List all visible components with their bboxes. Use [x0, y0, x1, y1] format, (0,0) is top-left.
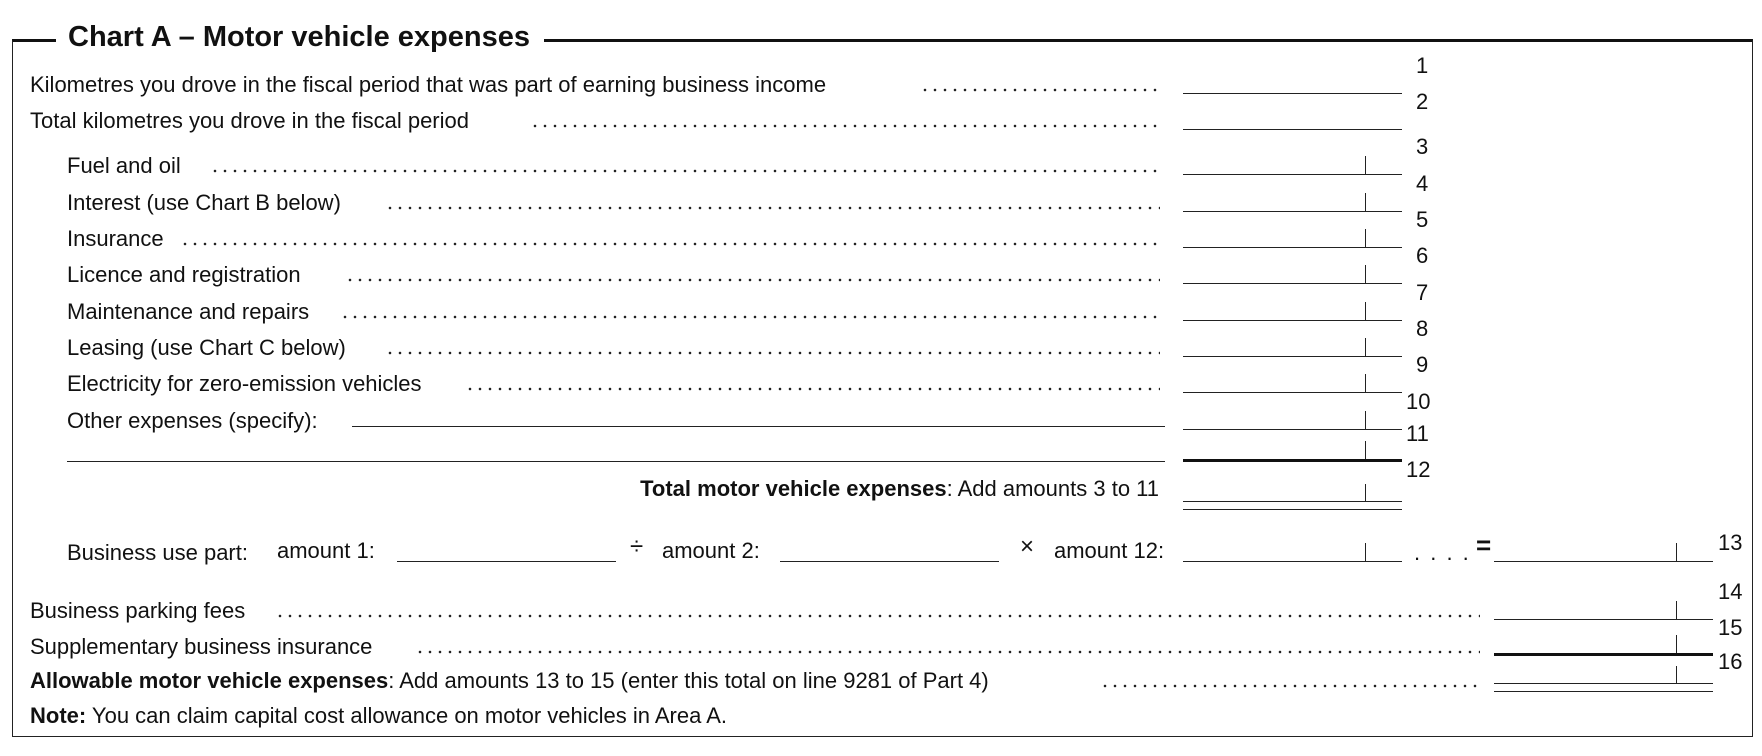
other-expenses-specify-input[interactable] [352, 426, 1165, 427]
leader-dots [385, 206, 1160, 210]
cents-divider [1365, 441, 1366, 459]
cents-divider [1365, 193, 1366, 211]
line-15-number: 15 [1718, 615, 1743, 640]
line-5-number: 5 [1416, 207, 1429, 232]
amount-2-input[interactable] [780, 530, 999, 562]
other-expenses-specify-input-2[interactable] [67, 461, 1165, 462]
line-9-input[interactable] [1183, 361, 1402, 393]
line-16-label-bold: Allowable motor vehicle expenses [30, 668, 389, 693]
cents-divider [1676, 635, 1677, 653]
line-1-label: Kilometres you drove in the fiscal period that was part of earning business income [30, 72, 830, 98]
line-11-number: 11 [1406, 421, 1429, 446]
line-2-input[interactable] [1183, 98, 1402, 130]
line-5-label: Insurance [67, 226, 168, 252]
line-12-input[interactable] [1183, 474, 1402, 510]
line-10-row [0, 389, 1762, 434]
line-16-input[interactable] [1494, 656, 1713, 692]
line-15-row [0, 615, 1762, 660]
line-8-row [0, 316, 1762, 361]
equals-sign: = [1476, 530, 1492, 560]
chart-title: Chart A – Motor vehicle expenses [56, 18, 544, 56]
line-2-label: Total kilometres you drove in the fiscal period [30, 108, 473, 134]
line-2-row [0, 89, 1762, 134]
cents-divider [1365, 265, 1366, 283]
leader-dots [1100, 684, 1480, 688]
cents-divider [1365, 229, 1366, 247]
note-text: You can claim capital cost allowance on motor vehicles in Area A. [86, 703, 728, 728]
note-label: Note: [30, 703, 87, 728]
line-5-row [0, 207, 1762, 252]
line-7-number: 7 [1416, 280, 1429, 305]
amount-1-label: amount 1: [277, 538, 379, 564]
line-12-row [0, 457, 1762, 502]
line-8-number: 8 [1416, 316, 1429, 341]
amount-2-label: amount 2: [662, 538, 764, 564]
line-15-input[interactable] [1494, 624, 1713, 656]
line-5-input[interactable] [1183, 216, 1402, 248]
line-8-label: Leasing (use Chart C below) [67, 335, 350, 361]
line-10-number: 10 [1406, 389, 1431, 414]
line-6-number: 6 [1416, 243, 1429, 268]
leader-dots [385, 351, 1160, 355]
line-7-label: Maintenance and repairs [67, 299, 313, 325]
line-3-row [0, 134, 1762, 179]
leader-dots: . . . . [1414, 540, 1471, 565]
line-16-number: 16 [1718, 649, 1743, 674]
line-12-label-bold: Total motor vehicle expenses [640, 476, 947, 501]
cents-divider [1365, 338, 1366, 356]
line-3-number: 3 [1416, 134, 1429, 159]
leader-dots [920, 88, 1160, 92]
multiply-sign: × [1020, 533, 1035, 560]
amount-12-input[interactable] [1183, 530, 1402, 562]
cents-divider [1676, 601, 1677, 619]
line-13-label: Business use part: [67, 540, 252, 566]
line-14-number: 14 [1718, 579, 1743, 604]
amount-12-label: amount 12: [1054, 538, 1168, 564]
line-10-input[interactable] [1183, 398, 1402, 430]
amount-1-input[interactable] [397, 530, 616, 562]
line-14-input[interactable] [1494, 588, 1713, 620]
cents-divider [1365, 543, 1366, 561]
leader-dots [210, 169, 1160, 173]
line-1-row [0, 53, 1762, 98]
line-6-input[interactable] [1183, 252, 1402, 284]
line-4-row [0, 171, 1762, 216]
line-9-row [0, 352, 1762, 397]
line-13-row [0, 530, 1762, 566]
line-1-input[interactable] [1183, 62, 1402, 94]
leader-dots [340, 315, 1160, 319]
note-row [0, 693, 1762, 729]
line-8-input[interactable] [1183, 325, 1402, 357]
cents-divider [1365, 374, 1366, 392]
cents-divider [1365, 411, 1366, 429]
cents-divider [1676, 666, 1677, 684]
leader-dots [530, 124, 1160, 128]
leader-dots [415, 650, 1480, 654]
line-6-row [0, 243, 1762, 288]
divide-sign: ÷ [630, 533, 644, 560]
line-2-number: 2 [1416, 89, 1429, 114]
line-11-input[interactable] [1183, 430, 1402, 462]
line-12-label: : Add amounts 3 to 11 [946, 476, 1159, 501]
line-4-input[interactable] [1183, 180, 1402, 212]
cents-divider [1365, 156, 1366, 174]
leader-dots [345, 278, 1160, 282]
line-7-row [0, 280, 1762, 325]
line-13-input[interactable] [1494, 530, 1713, 562]
line-16-label: : Add amounts 13 to 15 (enter this total on line 9281 of Part 4) [388, 668, 989, 693]
line-9-number: 9 [1416, 352, 1429, 377]
line-3-input[interactable] [1183, 143, 1402, 175]
line-10-label: Other expenses (specify): [67, 408, 322, 434]
leader-dots [465, 387, 1160, 391]
cents-divider [1365, 302, 1366, 320]
line-4-number: 4 [1416, 171, 1429, 196]
leader-dots [180, 242, 1160, 246]
line-7-input[interactable] [1183, 289, 1402, 321]
cents-divider [1676, 543, 1677, 561]
line-12-number: 12 [1406, 457, 1431, 482]
line-9-label: Electricity for zero-emission vehicles [67, 371, 426, 397]
line-13-number: 13 [1718, 530, 1743, 555]
line-3-label: Fuel and oil [67, 153, 185, 179]
line-14-label: Business parking fees [30, 598, 249, 624]
leader-dots [275, 614, 1480, 618]
line-16-row [0, 649, 1762, 694]
line-6-label: Licence and registration [67, 262, 305, 288]
line-15-label: Supplementary business insurance [30, 634, 376, 660]
line-11-row [0, 421, 1762, 466]
line-14-row [0, 579, 1762, 624]
line-4-label: Interest (use Chart B below) [67, 190, 345, 216]
cents-divider [1365, 484, 1366, 502]
line-1-number: 1 [1416, 53, 1429, 78]
